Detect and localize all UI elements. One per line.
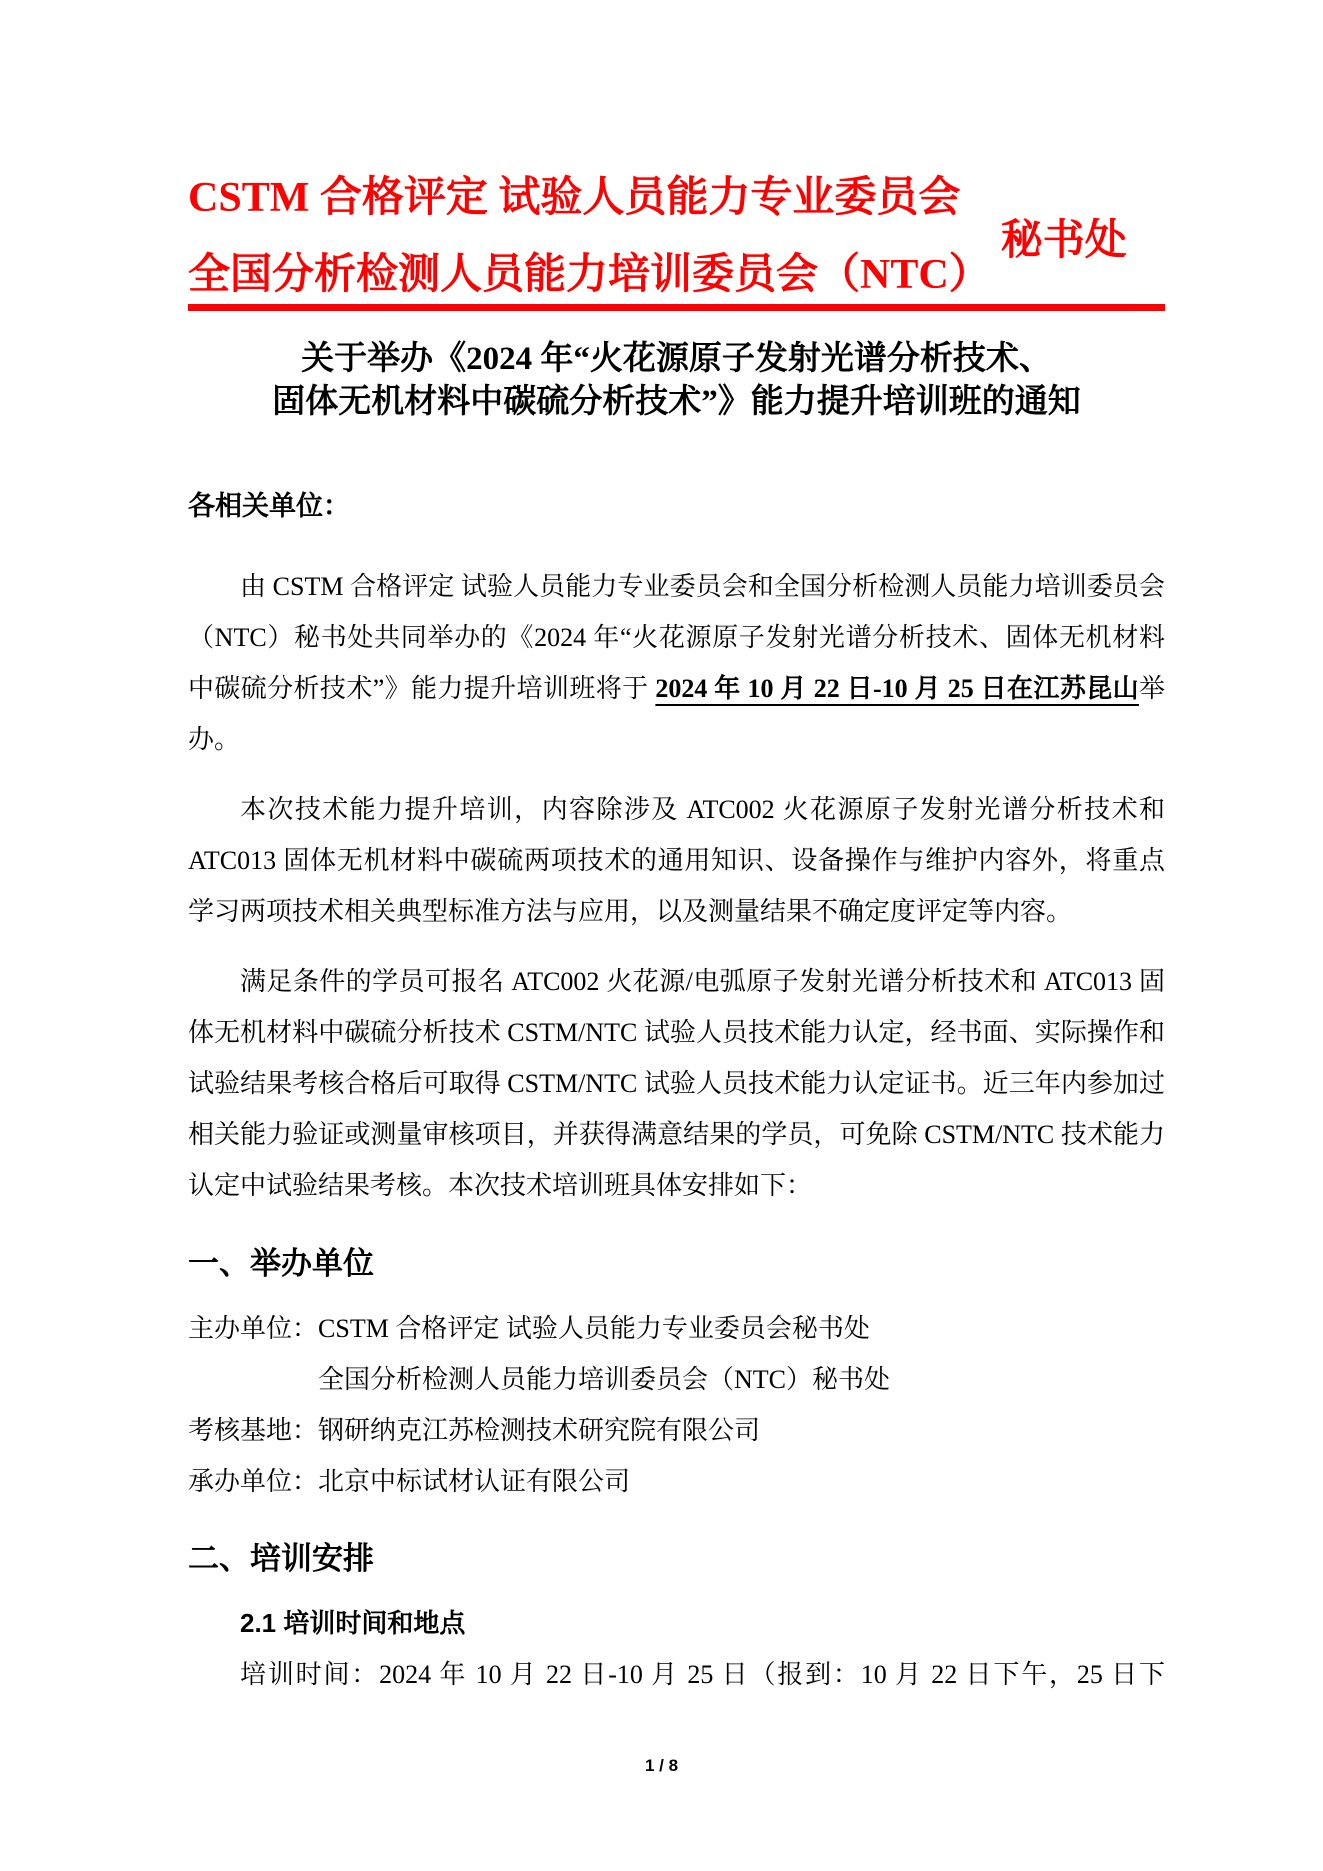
doc-title (188, 338, 1165, 424)
page-number: 1 / 8 (644, 1756, 679, 1775)
page-footer (0, 1756, 1323, 1776)
org-undertaker-label: 承办单位： (188, 1467, 319, 1496)
paragraph-3: 满足条件的学员可报名 ATC002 火花源/电弧原子发射光谱分析技术和 ATC013 固体无机材料中碳硫分析技术 CSTM/NTC 试验人员技术能力认定，经书面、实际操作和试验结果考核合格后可取得 CSTM/NTC 试验人员技术能力认定证书。近三年内参加过相关能力验证或测量审核项目，并获得满意结果的学员，可免除 CSTM/NTC 技术能力认定中试验结果考核。本次技术培训班具体安排如下： (188, 967, 1165, 1200)
salutation: 各相关单位： (188, 491, 350, 521)
letterhead-secretariat: 秘书处 (1000, 218, 1127, 264)
org-host-value-2: 全国分析检测人员能力培训委员会（NTC）秘书处 (318, 1365, 891, 1394)
paragraph-1-tail: 举办。 (188, 674, 1165, 754)
training-time-line: 培训时间：2024 年 10 月 22 日-10 月 25 日（报到：10 月 22 日下午，25 日下 (240, 1660, 1165, 1689)
paragraph-1-text: 由 CSTM 合格评定 试验人员能力专业委员会和全国分析检测人员能力培训委员会（NTC）秘书处共同举办的《2024 年“火花源原子发射光谱分析技术、固体无机材料中碳硫分析技术”》能力提升培训班将于 (188, 572, 1165, 703)
doc-title-line-2: 固体无机材料中碳硫分析技术”》能力提升培训班的通知 (272, 384, 1081, 420)
subsection-2-1-heading: 2.1 培训时间和地点 (240, 1608, 466, 1638)
doc-title-line-1: 关于举办《2024 年“火花源原子发射光谱分析技术、 (301, 341, 1052, 377)
letterhead-line-1: CSTM 合格评定 试验人员能力专业委员会 (188, 175, 961, 221)
org-item-host (188, 1303, 1165, 1405)
section-2-heading: 二、培训安排 (188, 1541, 374, 1576)
paragraph-2: 本次技术能力提升培训，内容除涉及 ATC002 火花源原子发射光谱分析技术和 ATC013 固体无机材料中碳硫两项技术的通用知识、设备操作与维护内容外，将重点学习两项技术相关典型标准方法与应用，以及测量结果不确定度评定等内容。 (188, 795, 1165, 926)
org-host-label: 主办单位： (188, 1314, 319, 1343)
letterhead-line-2: 全国分析检测人员能力培训委员会（NTC） (188, 252, 991, 298)
org-undertaker-value: 北京中标试材认证有限公司 (318, 1467, 631, 1496)
paragraph-1 (188, 561, 1165, 765)
org-host-value: CSTM 合格评定 试验人员能力专业委员会秘书处 (318, 1314, 870, 1343)
letterhead (188, 160, 1165, 311)
organizer-list (188, 1303, 1165, 1507)
org-item-exam-base (188, 1405, 1165, 1456)
org-exam-base-label: 考核基地： (188, 1416, 319, 1445)
org-item-undertaker (188, 1456, 1165, 1507)
section-1-heading: 一、举办单位 (188, 1246, 374, 1281)
org-exam-base-value: 钢研纳克江苏检测技术研究院有限公司 (318, 1416, 761, 1445)
paragraph-1-highlight: 2024 年 10 月 22 日-10 月 25 日在江苏昆山 (655, 674, 1139, 703)
